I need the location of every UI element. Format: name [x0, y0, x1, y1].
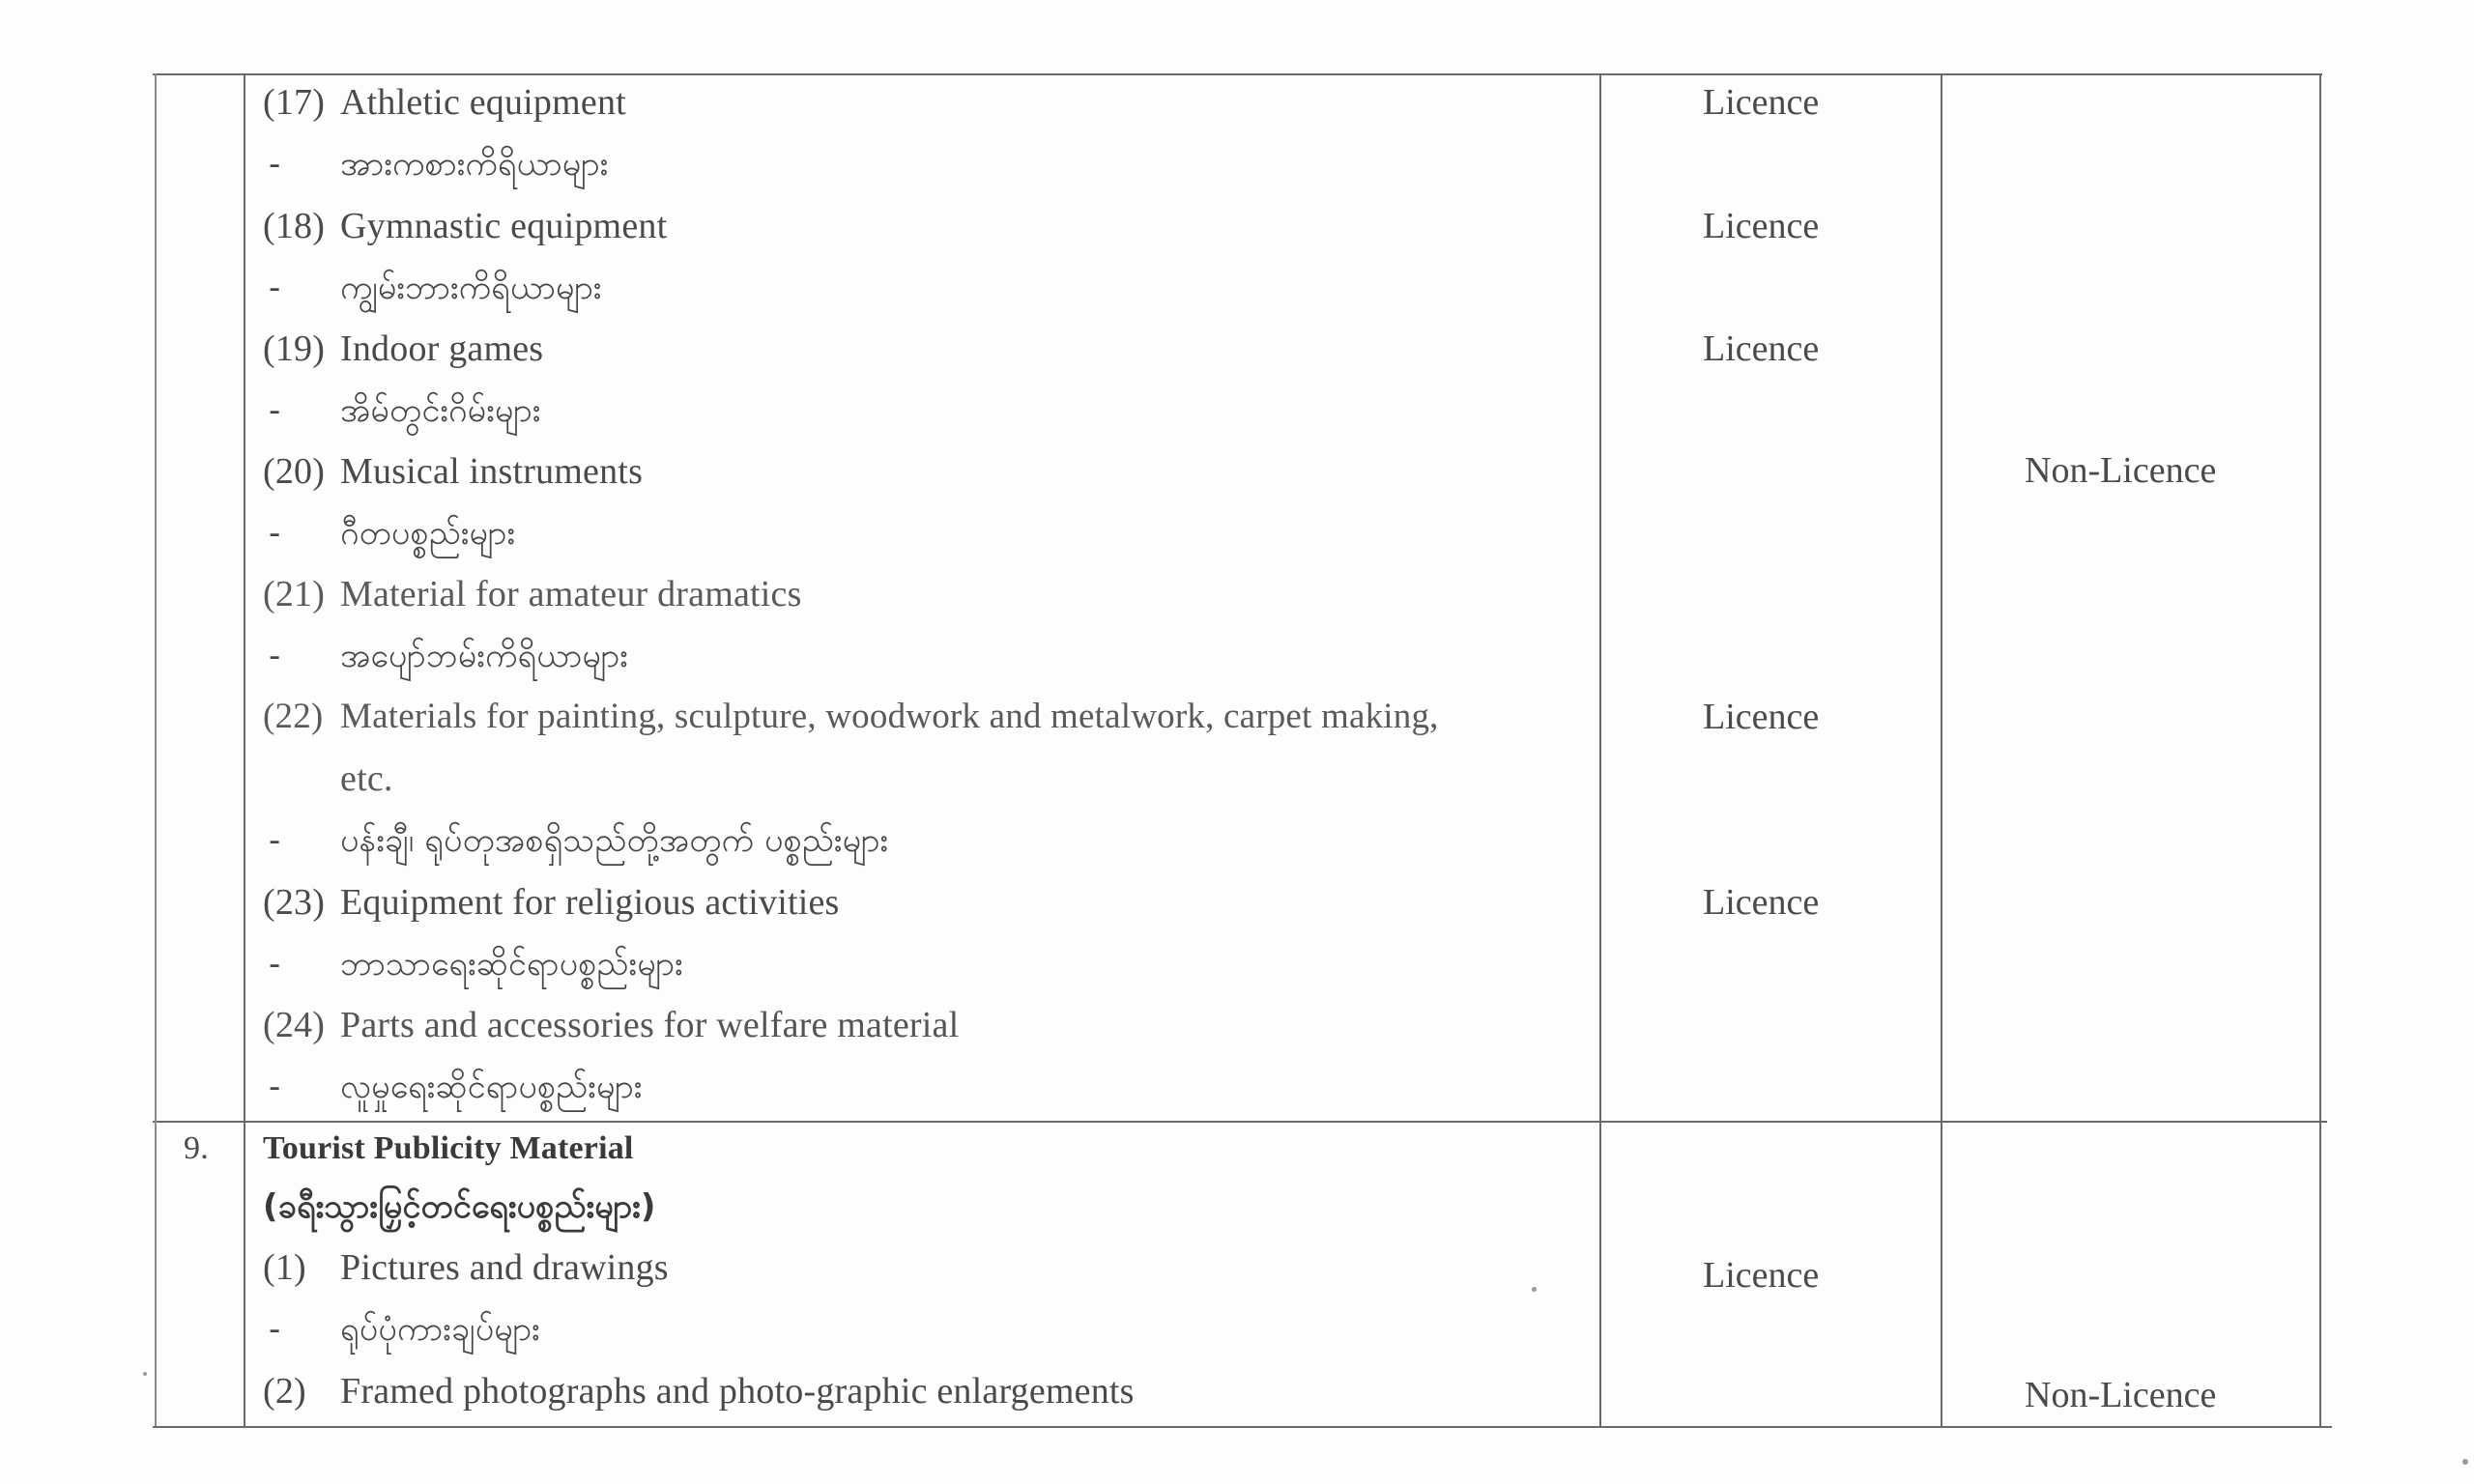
list-item — [263, 205, 667, 247]
section-title: Tourist Publicity Material — [263, 1130, 634, 1166]
list-item — [263, 881, 840, 924]
scan-speck — [143, 1372, 147, 1376]
item-english: Framed photographs and photo-graphic enlargements — [340, 1371, 1135, 1412]
list-item-translation — [263, 943, 683, 985]
list-item — [263, 1004, 959, 1046]
list-item-translation — [263, 819, 888, 862]
list-item-translation — [263, 389, 541, 432]
licence-label: Licence — [1703, 882, 1820, 923]
item-number: (23) — [263, 882, 326, 923]
list-item — [263, 328, 543, 370]
dash: - — [269, 269, 281, 307]
dash: - — [269, 514, 281, 553]
item-number: (22) — [263, 697, 324, 736]
section-number: 9. — [184, 1130, 209, 1166]
scan-speck — [1532, 1287, 1537, 1292]
list-item-translation — [263, 512, 515, 555]
row-divider — [153, 1121, 2327, 1123]
list-item-continuation — [340, 757, 393, 800]
item-myanmar: ပန်းချီ၊ ရုပ်တုအစရှိသည်တို့အတွက် ပစ္စည်းများ — [340, 821, 889, 860]
item-english: Gymnastic equipment — [340, 206, 668, 246]
list-item — [263, 696, 1439, 738]
dash: - — [269, 637, 281, 675]
scan-speck — [2462, 1459, 2468, 1465]
item-english: Parts and accessories for welfare material — [340, 1005, 960, 1045]
table-left-border — [155, 73, 157, 1426]
licence-label: Licence — [1703, 82, 1820, 123]
list-item-translation — [263, 267, 602, 309]
list-item — [263, 1246, 669, 1289]
list-item — [263, 81, 626, 124]
item-myanmar: ကျွမ်းဘားကိရိယာများ — [340, 269, 602, 307]
col-divider-licence — [1599, 73, 1601, 1426]
item-myanmar: အားကစားကိရိယာများ — [340, 145, 609, 184]
item-number: (18) — [263, 206, 326, 246]
table-bottom-border — [153, 1426, 2332, 1428]
non-licence-label: Non-Licence — [2025, 1375, 2217, 1415]
item-english: Equipment for religious activities — [340, 882, 840, 923]
item-english: Musical instruments — [340, 451, 644, 492]
item-number: (2) — [263, 1371, 306, 1412]
col-divider-nonlicence — [1941, 73, 1942, 1426]
item-english-continued: etc. — [340, 758, 393, 799]
dash: - — [269, 1310, 281, 1349]
item-english: Pictures and drawings — [340, 1247, 669, 1288]
item-number: (20) — [263, 451, 326, 492]
item-myanmar: ရုပ်ပုံကားချပ်များ — [340, 1310, 540, 1349]
list-item-translation — [263, 1308, 540, 1351]
dash: - — [269, 945, 281, 984]
dash: - — [269, 391, 281, 430]
item-number: (19) — [263, 328, 326, 369]
item-myanmar: ဂီတပစ္စည်းများ — [340, 514, 516, 553]
dash: - — [269, 821, 281, 860]
list-item — [263, 450, 643, 493]
section-title-myanmar: (ခရီးသွားမြှင့်တင်ရေးပစ္စည်းများ) — [263, 1187, 656, 1226]
list-item-translation — [263, 143, 608, 186]
item-myanmar: အပျော်ဘမ်းကိရိယာများ — [340, 637, 629, 675]
item-myanmar: လူမှုရေးဆိုင်ရာပစ္စည်းများ — [340, 1068, 643, 1106]
item-english: Athletic equipment — [340, 82, 626, 123]
item-english: Material for amateur dramatics — [340, 574, 802, 614]
list-item — [263, 573, 802, 615]
item-myanmar: အိမ်တွင်းဂိမ်းများ — [340, 391, 541, 430]
item-myanmar: ဘာသာရေးဆိုင်ရာပစ္စည်းများ — [340, 945, 683, 984]
dash: - — [269, 1068, 281, 1106]
item-number: (17) — [263, 82, 326, 123]
dash: - — [269, 145, 281, 184]
item-number: (1) — [263, 1247, 306, 1288]
licence-label: Licence — [1703, 1255, 1820, 1296]
table-top-border — [153, 73, 2322, 75]
item-english: Indoor games — [340, 328, 544, 369]
non-licence-label: Non-Licence — [2025, 450, 2217, 491]
item-english: Materials for painting, sculpture, woodwork and metalwork, carpet making, — [340, 697, 1439, 736]
col-divider-num — [244, 73, 245, 1426]
list-item — [263, 1370, 1135, 1413]
table-right-border — [2319, 73, 2321, 1426]
licence-label: Licence — [1703, 206, 1820, 246]
list-item-translation — [263, 1066, 643, 1108]
item-number: (24) — [263, 1005, 326, 1045]
licence-label: Licence — [1703, 697, 1820, 737]
licence-label: Licence — [1703, 328, 1820, 369]
list-item-translation — [263, 635, 628, 677]
item-number: (21) — [263, 574, 326, 614]
